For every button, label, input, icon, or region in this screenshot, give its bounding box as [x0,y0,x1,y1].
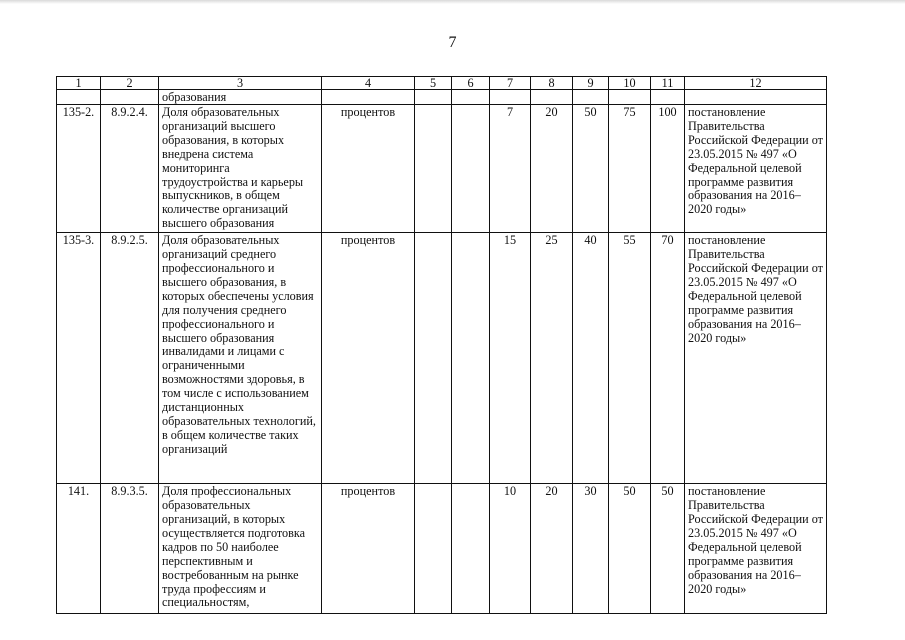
page-number: 7 [448,34,457,51]
column-number: 11 [651,77,685,90]
value-col5 [415,105,452,233]
source-document: постановление Правительства Российской Федерации от 23.05.2015 № 497 «О Федеральной целевой программе развития образования на 2016–2020 годы» [685,105,827,233]
column-number: 8 [531,77,573,90]
source-document: постановление Правительства Российской Федерации от 23.05.2015 № 497 «О Федеральной целевой программе развития образования на 2016–2020 годы» [685,484,827,614]
value-col11: 100 [651,105,685,233]
column-number: 7 [490,77,531,90]
column-number: 1 [57,77,101,90]
value-col6 [452,105,490,233]
column-number-row [57,77,827,90]
column-number: 3 [159,77,322,90]
indicator-name: Доля образовательных организаций среднего профессионального и высшего образования, в которых обеспечены условия для получения среднего профессионального и высшего образования инвалидами и лицами с ограниченными возможностями здоровья, в том числе с использованием дистанционных образовательных технологий, в общем количестве таких организаций [159,233,322,484]
value-col9: 40 [573,233,609,484]
row-number: 135-3. [57,233,101,484]
value-col7: 10 [490,484,531,614]
value-col10: 55 [609,233,651,484]
value-col6 [452,484,490,614]
value-col7: 7 [490,105,531,233]
column-number: 4 [322,77,415,90]
value-col7: 15 [490,233,531,484]
column-number: 9 [573,77,609,90]
indicators-table [56,76,827,614]
column-number: 10 [609,77,651,90]
row-code: 8.9.3.5. [101,484,159,614]
column-number: 6 [452,77,490,90]
column-number: 2 [101,77,159,90]
column-number: 12 [685,77,827,90]
row-number: 135-2. [57,105,101,233]
source-document: постановление Правительства Российской Федерации от 23.05.2015 № 497 «О Федеральной целевой программе развития образования на 2016–2020 годы» [685,233,827,484]
value-col8: 20 [531,105,573,233]
table-row [57,233,827,484]
value-col8: 20 [531,484,573,614]
indicator-name: Доля профессиональных образовательных организаций, в которых осуществляется подготовка кадров по 50 наиболее перспективным и востребованным на рынке труда профессиям и специальностям, [159,484,322,614]
scan-edge [0,0,905,4]
value-col8: 25 [531,233,573,484]
value-col5 [415,484,452,614]
unit: процентов [322,484,415,614]
indicator-name: Доля образовательных организаций высшего образования, в которых внедрена система мониторинга трудоустройства и карьеры выпускников, в общем количестве организаций высшего образования [159,105,322,233]
value-col6 [452,233,490,484]
value-col10: 50 [609,484,651,614]
value-col9: 30 [573,484,609,614]
row-code: 8.9.2.4. [101,105,159,233]
row-code: 8.9.2.5. [101,233,159,484]
unit: процентов [322,105,415,233]
row-number: 141. [57,484,101,614]
value-col11: 70 [651,233,685,484]
value-col9: 50 [573,105,609,233]
continuation-row [57,90,827,105]
value-col11: 50 [651,484,685,614]
value-col5 [415,233,452,484]
value-col10: 75 [609,105,651,233]
continuation-text: образования [159,90,322,105]
table-row [57,105,827,233]
table-row [57,484,827,614]
column-number: 5 [415,77,452,90]
unit: процентов [322,233,415,484]
